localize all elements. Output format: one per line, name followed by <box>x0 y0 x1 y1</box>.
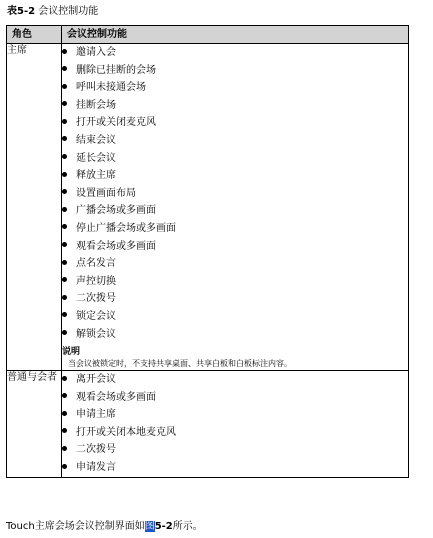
list-item <box>62 44 408 62</box>
list-item <box>62 441 408 459</box>
list-item <box>62 114 408 132</box>
list-item <box>62 406 408 424</box>
list-item <box>62 185 408 203</box>
list-item <box>62 290 408 308</box>
bullet-icon <box>62 428 67 433</box>
item-text: 锁定会议 <box>76 310 116 322</box>
item-text: 观看会场或多画面 <box>76 240 156 252</box>
bullet-icon <box>62 393 67 398</box>
figure-link-highlight[interactable]: 图 <box>144 521 155 532</box>
bullet-icon <box>62 207 67 212</box>
note-block <box>62 347 408 370</box>
role-cell: 普通与会者 <box>7 371 62 478</box>
list-item <box>62 79 408 97</box>
figure-link[interactable]: 5-2 <box>154 521 173 532</box>
list-item <box>62 459 408 477</box>
bullet-icon <box>62 260 67 265</box>
caption-title: 会议控制功能 <box>38 6 99 17</box>
list-item <box>62 220 408 238</box>
item-text: 删除已挂断的会场 <box>76 64 156 76</box>
list-item <box>62 167 408 185</box>
item-text: 广播会场或多画面 <box>76 205 156 217</box>
bullet-icon <box>62 49 67 54</box>
item-text: 点名发言 <box>76 258 116 270</box>
bullet-icon <box>62 464 67 469</box>
bullet-icon <box>62 66 67 71</box>
item-text: 申请发言 <box>76 462 116 474</box>
table-row-participant <box>7 371 409 478</box>
list-item <box>62 97 408 115</box>
table-caption <box>7 5 98 19</box>
bullet-icon <box>62 295 67 300</box>
item-text: 挂断会场 <box>76 99 116 111</box>
bullet-icon <box>62 84 67 89</box>
note-title: 说明 <box>62 347 81 358</box>
functions-cell <box>62 44 409 371</box>
bullet-icon <box>62 330 67 335</box>
table-row-chair <box>7 44 409 371</box>
item-text: 打开或关闭麦克风 <box>76 117 156 129</box>
item-text: 二次拨号 <box>76 444 116 456</box>
bullet-icon <box>62 154 67 159</box>
item-text: 声控切换 <box>76 275 116 287</box>
bullet-icon <box>62 189 67 194</box>
item-text: 呼叫未接通会场 <box>76 82 146 94</box>
list-item <box>62 308 408 326</box>
list-item <box>62 273 408 291</box>
list-item <box>62 62 408 80</box>
bullet-icon <box>62 136 67 141</box>
bullet-icon <box>62 119 67 124</box>
list-item <box>62 255 408 273</box>
bullet-icon <box>62 312 67 317</box>
item-text: 设置画面布局 <box>76 187 136 199</box>
item-text: 观看会场或多画面 <box>76 391 156 403</box>
bullet-icon <box>62 242 67 247</box>
function-list <box>62 44 408 343</box>
list-item <box>62 238 408 256</box>
bullet-icon <box>62 376 67 381</box>
bullet-icon <box>62 172 67 177</box>
function-list <box>62 371 408 477</box>
item-text: 延长会议 <box>76 152 116 164</box>
list-item <box>62 132 408 150</box>
list-item <box>62 202 408 220</box>
list-item <box>62 424 408 442</box>
item-text: 离开会议 <box>76 374 116 386</box>
bullet-icon <box>62 446 67 451</box>
item-text: 停止广播会场或多画面 <box>76 222 176 234</box>
bullet-icon <box>62 224 67 229</box>
item-text: 释放主席 <box>76 170 116 182</box>
meeting-control-table <box>6 25 409 478</box>
role-cell: 主席 <box>7 44 62 371</box>
item-text: 申请主席 <box>76 409 116 421</box>
note-text: 当会议被锁定时，不支持共享桌面、共享白板和白板标注内容。 <box>68 359 292 369</box>
caption-number: 表5-2 <box>7 6 36 17</box>
item-text: 解锁会议 <box>76 328 116 340</box>
list-item <box>62 326 408 344</box>
list-item <box>62 389 408 407</box>
body-paragraph <box>6 520 203 534</box>
item-text: 二次拨号 <box>76 293 116 305</box>
header-role: 角色 <box>7 26 62 44</box>
bullet-icon <box>62 101 67 106</box>
paragraph-prefix: Touch主席会场会议控制界面如 <box>6 521 145 532</box>
bullet-icon <box>62 411 67 416</box>
header-functions: 会议控制功能 <box>62 26 409 44</box>
item-text: 打开或关闭本地麦克风 <box>76 426 176 438</box>
list-item <box>62 150 408 168</box>
table-header-row <box>7 26 409 44</box>
paragraph-suffix: 所示。 <box>172 521 203 532</box>
item-text: 邀请入会 <box>76 47 116 58</box>
item-text: 结束会议 <box>76 134 116 146</box>
bullet-icon <box>62 277 67 282</box>
list-item <box>62 371 408 389</box>
functions-cell <box>62 371 409 478</box>
